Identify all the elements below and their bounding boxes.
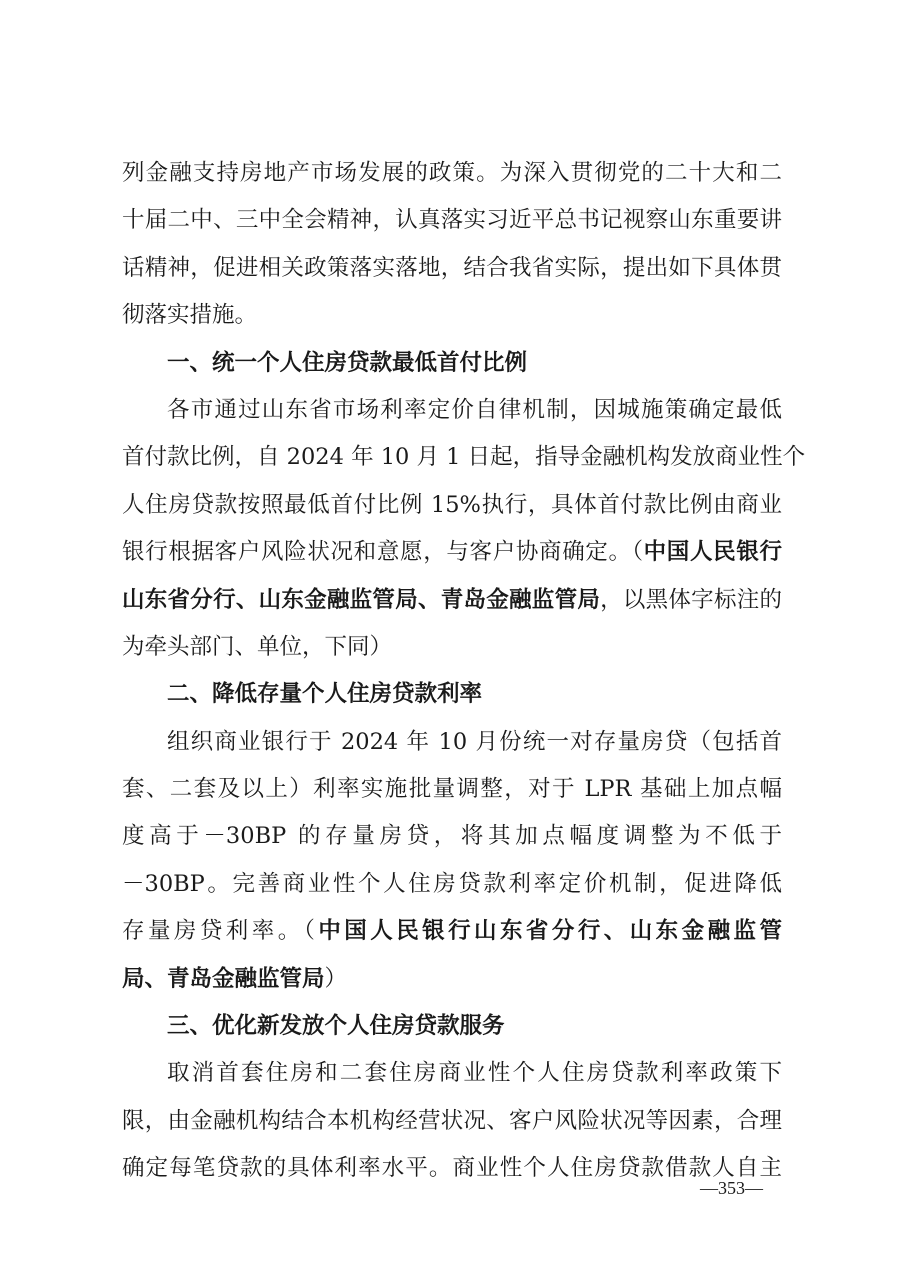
paragraph-line: 彻落实措施。 [122, 302, 258, 329]
paragraph-line: 限，由金融机构结合本机构经营状况、客户风险状况等因素，合理 [122, 1107, 782, 1134]
paragraph-text: ） [324, 965, 348, 992]
paragraph-line: 人住房贷款按照最低首付比例 15%执行，具体首付款比例由商业 [122, 491, 782, 518]
paragraph-line: －30BP。完善商业性个人住房贷款利率定价机制，促进降低 [122, 870, 782, 897]
lead-department-text: 山东省分行、山东金融监管局、青岛金融监管局 [122, 586, 601, 613]
paragraph-line: 确定每笔贷款的具体利率水平。商业性个人住房贷款借款人自主 [122, 1155, 782, 1182]
lead-department-text: 局、青岛金融监管局 [122, 965, 325, 992]
lead-department-text: 中国人民银行山东省分行、山东金融监管 [318, 918, 782, 945]
paragraph-line: 各市通过山东省市场利率定价自律机制，因城施策确定最低 [167, 396, 782, 423]
paragraph-line: 度高于－30BP 的存量房贷，将其加点幅度调整为不低于 [122, 823, 782, 850]
section-heading-3: 三、优化新发放个人住房贷款服务 [167, 1013, 505, 1040]
paragraph-line [122, 956, 782, 1003]
paragraph-text: 存量房贷利率。（ [122, 918, 319, 945]
paragraph-line: 取消首套住房和二套住房商业性个人住房贷款利率政策下 [167, 1060, 782, 1087]
paragraph-line [122, 908, 782, 955]
paragraph-line: 话精神，促进相关政策落实落地，结合我省实际，提出如下具体贯 [122, 254, 782, 281]
section-heading-2: 二、降低存量个人住房贷款利率 [167, 681, 483, 708]
paragraph-line: 组织商业银行于 2024 年 10 月份统一对存量房贷（包括首 [167, 728, 782, 755]
paragraph-text: ，以黑体字标注的 [600, 586, 782, 613]
paragraph-text: 银行根据客户风险状况和意愿，与客户协商确定。（ [122, 539, 644, 566]
paragraph-line [122, 577, 782, 624]
section-heading-1: 一、统一个人住房贷款最低首付比例 [167, 349, 528, 376]
paragraph-line [122, 529, 782, 576]
page-number: —353— [700, 1178, 763, 1198]
lead-department-text: 中国人民银行 [643, 539, 782, 566]
paragraph-line: 列金融支持房地产市场发展的政策。为深入贯彻党的二十大和二 [122, 160, 782, 186]
paragraph-line: 首付款比例，自 2024 年 10 月 1 日起，指导金融机构发放商业性个 [122, 444, 806, 471]
paragraph-line: 十届二中、三中全会精神，认真落实习近平总书记视察山东重要讲 [122, 207, 782, 234]
paragraph-line: 为牵头部门、单位，下同） [122, 633, 393, 660]
paragraph-line: 套、二套及以上）利率实施批量调整，对于 LPR 基础上加点幅 [122, 776, 782, 803]
document-page [122, 150, 806, 1193]
